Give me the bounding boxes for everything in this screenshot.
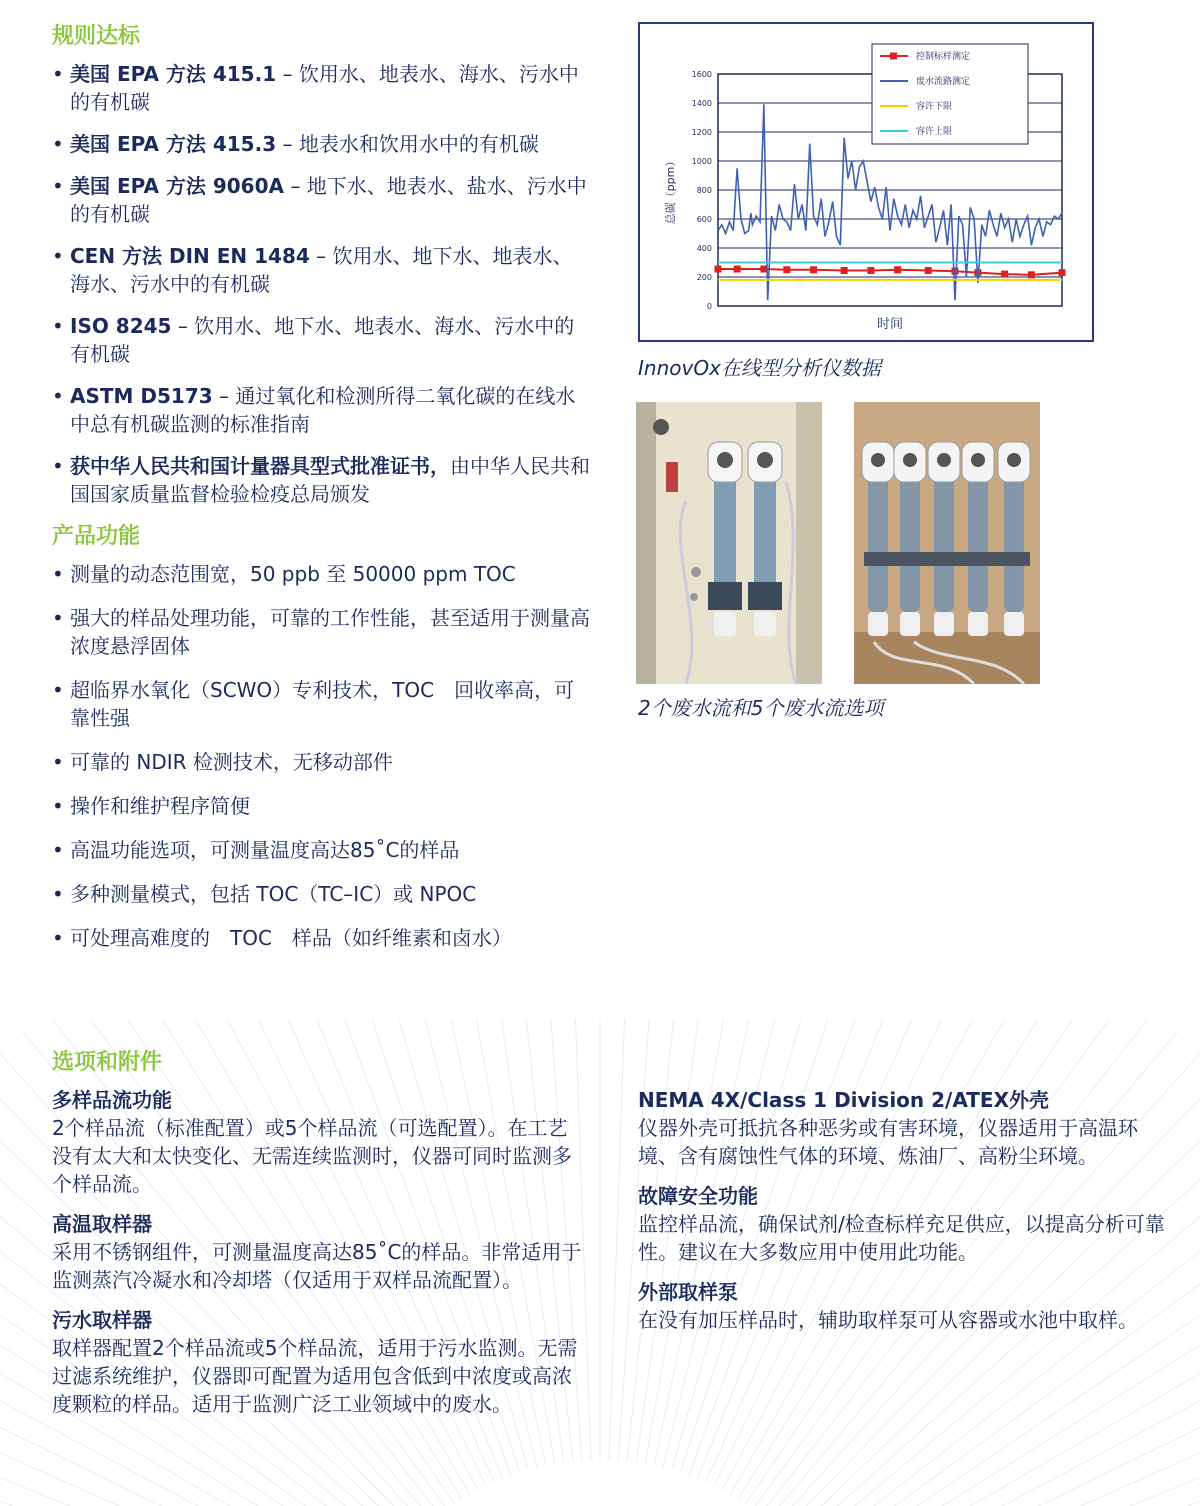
feature-item: • 操作和维护程序简便	[52, 792, 592, 820]
chart-svg	[640, 24, 1092, 340]
regulation-description: – 饮用水、地下水、地表水、海水、污水中的有机碳	[70, 244, 573, 296]
feature-item: • 可处理高难度的 TOC 样品（如纤维素和卤水）	[52, 924, 592, 952]
y-tick-label: 0	[706, 302, 712, 311]
feature-item: • 高温功能选项，可测量温度高达85˚C的样品	[52, 836, 592, 864]
two-stream-analyzer-photo	[636, 402, 822, 684]
regulation-item	[52, 172, 592, 228]
y-tick-label: 1200	[691, 128, 712, 137]
regulation-item	[52, 242, 592, 298]
regulation-item	[52, 382, 592, 438]
series-point	[734, 266, 741, 273]
background-ray	[609, 1020, 631, 1460]
option-title: 多样品流功能	[52, 1088, 172, 1112]
legend-label: 废水流路测定	[916, 77, 971, 87]
five-stream-analyzer-photo	[854, 402, 1040, 684]
regulation-description: – 饮用水、地表水、海水、污水中的有机碳	[70, 62, 579, 114]
series-point	[841, 267, 848, 274]
series-point	[1028, 271, 1035, 278]
regulation-name: CEN 方法 DIN EN 1484	[70, 244, 310, 268]
option-title: 污水取样器	[52, 1308, 152, 1332]
regulation-name: 美国 EPA 方法 415.1	[70, 62, 277, 86]
regulation-name: ISO 8245	[70, 314, 172, 338]
regulation-item	[52, 60, 592, 116]
y-tick-label: 1000	[691, 157, 712, 166]
background-ray	[850, 1472, 1200, 1506]
regulation-description: – 饮用水、地下水、地表水、海水、污水中的有机碳	[70, 314, 575, 366]
right-column	[638, 22, 1168, 382]
y-tick-label: 400	[696, 244, 712, 253]
regulation-description: – 通过氧化和检测所得二氧化碳的在线水中总有机碳监测的标准指南	[70, 384, 576, 436]
option-block	[638, 1086, 1168, 1170]
series-point	[1001, 271, 1008, 278]
options-heading: 选项和附件	[52, 1050, 163, 1075]
series-point	[894, 266, 901, 273]
legend-label: 容许上限	[916, 127, 953, 137]
y-axis-label: 总碳（ppm）	[664, 155, 677, 225]
series-point	[1059, 269, 1066, 276]
toc-line-chart	[638, 22, 1094, 342]
option-description: 2个样品流（标准配置）或5个样品流（可选配置）。在工艺没有太大和太快变化、无需连续监测时，仪器可同时监测多个样品流。	[52, 1116, 572, 1196]
regulations-heading: 规则达标	[52, 24, 141, 49]
legend-marker	[890, 53, 897, 60]
regulation-name: 获中华人民共和国计量器具型式批准证书，	[70, 454, 450, 478]
option-block	[52, 1210, 582, 1294]
option-description: 取样器配置2个样品流或5个样品流，适用于污水监测。无需过滤系统维护，仪器即可配置为适用包含低到中浓度或高浓度颗粒的样品。适用于监测广泛工业领域中的废水。	[52, 1336, 578, 1416]
option-title: 故障安全功能	[638, 1184, 758, 1208]
legend-label: 容许下限	[916, 102, 953, 112]
option-description: 在没有加压样品时，辅助取样泵可从容器或水池中取样。	[638, 1308, 1138, 1332]
feature-item: • 可靠的 NDIR 检测技术，无移动部件	[52, 748, 592, 776]
regulation-description: – 地表水和饮用水中的有机碳	[276, 132, 539, 156]
option-description: 监控样品流，确保试剂/检查标样充足供应，以提高分析可靠性。建议在大多数应用中使用此功能。	[638, 1212, 1165, 1264]
feature-item: • 强大的样品处理功能，可靠的工作性能，甚至适用于测量高浓度悬浮固体	[52, 604, 592, 660]
background-ray	[847, 1442, 1200, 1506]
regulation-description: 由中华人民共和国国家质量监督检验检疫总局颁发	[70, 454, 590, 506]
left-column	[52, 22, 592, 968]
feature-item: • 测量的动态范围宽，50 ppb 至 50000 ppm TOC	[52, 560, 592, 588]
option-description: 采用不锈钢组件，可测量温度高达85˚C的样品。非常适用于监测蒸汽冷凝水和冷却塔（仅适用于双样品流配置）。	[52, 1240, 582, 1292]
option-block	[52, 1086, 582, 1198]
regulation-item	[52, 452, 592, 508]
option-title: 高温取样器	[52, 1212, 152, 1236]
background-ray	[844, 1412, 1200, 1506]
regulation-description: – 地下水、地表水、盐水、污水中的有机碳	[70, 174, 587, 226]
regulation-name: 美国 EPA 方法 415.3	[70, 132, 277, 156]
background-ray	[841, 1383, 1200, 1506]
regulations-list	[52, 60, 592, 508]
option-block	[638, 1182, 1168, 1266]
background-ray	[0, 1442, 353, 1506]
options-right-column	[638, 1086, 1168, 1346]
series-point	[783, 266, 790, 273]
y-tick-label: 200	[696, 273, 712, 282]
y-tick-label: 1400	[691, 99, 712, 108]
y-tick-label: 800	[696, 186, 712, 195]
regulation-name: ASTM D5173	[70, 384, 213, 408]
series-point	[925, 267, 932, 274]
option-title: NEMA 4X/Class 1 Division 2/ATEX外壳	[638, 1088, 1049, 1112]
series-point	[810, 266, 817, 273]
background-ray	[0, 1502, 348, 1506]
features-heading: 产品功能	[52, 524, 141, 549]
regulation-item	[52, 312, 592, 368]
series-point	[867, 267, 874, 274]
series-point	[951, 268, 958, 275]
options-left-column	[52, 1086, 582, 1430]
option-block	[638, 1278, 1168, 1334]
feature-item: • 超临界水氧化（SCWO）专利技术，TOC 回收率高，可靠性强	[52, 676, 592, 732]
option-title: 外部取样泵	[638, 1280, 738, 1304]
option-description: 仪器外壳可抵抗各种恶劣或有害环境，仪器适用于高温环境、含有腐蚀性气体的环境、炼油厂、高粉尘环境。	[638, 1116, 1138, 1168]
regulation-name: 美国 EPA 方法 9060A	[70, 174, 284, 198]
legend-label: 控制标样测定	[916, 52, 971, 62]
y-tick-label: 1600	[691, 70, 712, 79]
background-ray	[852, 1502, 1200, 1506]
photo-caption: 2个废水流和5个废水流选项	[638, 696, 884, 720]
series-point	[715, 266, 722, 273]
regulation-item	[52, 130, 592, 158]
option-block	[52, 1306, 582, 1418]
options-section	[52, 1048, 1172, 1416]
feature-item: • 多种测量模式，包括 TOC（TC–IC）或 NPOC	[52, 880, 592, 908]
x-axis-label: 时间	[876, 317, 904, 332]
background-ray	[0, 1472, 350, 1506]
chart-caption: InnovOx在线型分析仪数据	[638, 356, 881, 380]
features-list	[52, 560, 592, 952]
y-tick-label: 600	[696, 215, 712, 224]
